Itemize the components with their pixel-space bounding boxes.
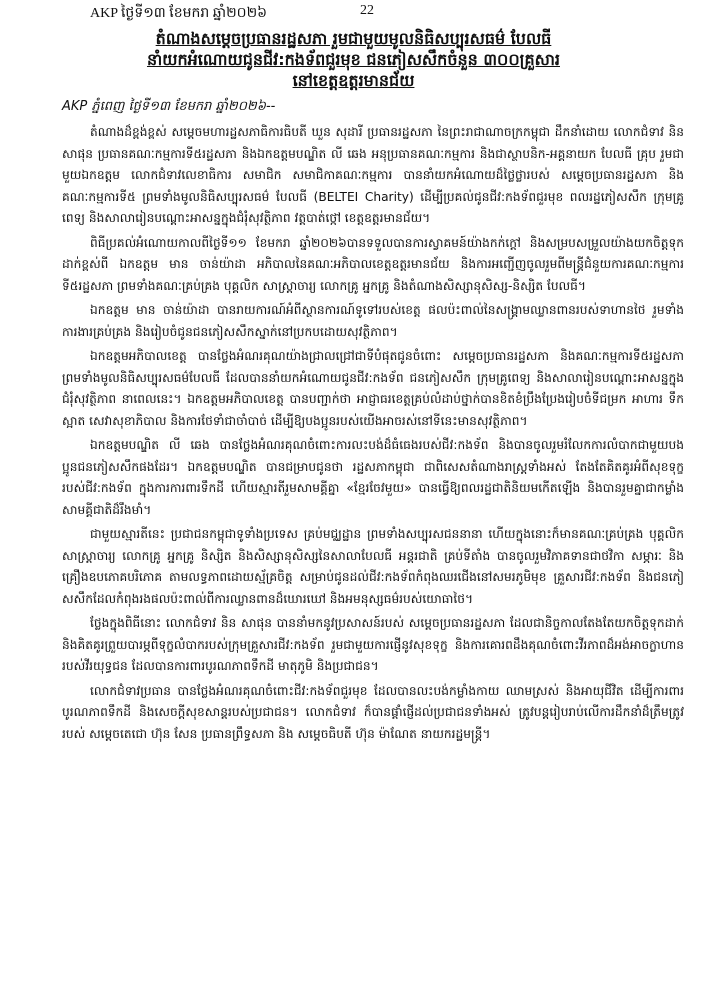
page-number: 22: [360, 3, 374, 18]
article-title: [30, 28, 677, 91]
page-header: [90, 3, 610, 23]
paragraph: ពិធីប្រគល់អំណោយកាលពីថ្ងៃទី១១ ខែមករា ឆ្នាំ២០២៦បានទទួលបានការស្វាគមន៍យ៉ាងកក់ក្តៅ និងសម្របសម្រួលយ៉ាងយកចិត្តទុកដាក់ខ្ពស់ពី ឯកឧត្តម មាន ចាន់យ៉ាដា អភិបាលនៃគណៈអភិបាលខេត្តឧត្តរមានជ័យ និងការអញ្ជើញចូលរួមពីមន្ត្រីជំនួយការគណៈកម្មការទី៥រដ្ឋសភា ព្រមទាំងគណៈគ្រប់គ្រង បុគ្គលិក សាស្ត្រាចារ្យ លោកគ្រូ អ្នកគ្រូ និងតំណាងសិស្សានុសិស្ស-និស្សិត បែលធី។: [62, 235, 684, 293]
dateline: AKP ភ្នំពេញ ថ្ងៃទី១៣ ខែមករា ឆ្នាំ២០២៦--: [62, 99, 276, 114]
paragraph: ថ្លែងក្នុងពិធីនោះ លោកជំទាវ និន សាផុន បាននាំមកនូវប្រសាសន៍របស់ សម្តេចប្រធានរដ្ឋសភា ដែលជានិច្ចកាលតែងតែយកចិត្តទុកដាក់ និងគិតគូរព្រួយបារម្ភពីទុក្ខលំបាករបស់ក្រុមគ្រួសារជីវ:កងទ័ព រួមជាមួយការផ្ញើនូវសុខទុក្ខ និងការគោរពដឹងគុណចំពោះវីរភាពដ៏អង់អាចក្លាហានរបស់វីរយុទ្ធជន ដែលបានការពារបូរណភាពទឹកដី មាតុភូមិ និងប្រជាជន។: [62, 616, 684, 673]
paragraph: លោកជំទាវប្រធាន បានថ្លែងអំណរគុណចំពោះជីវ:កងទ័ពជួរមុខ ដែលបានលះបង់កម្លាំងកាយ ឈាមស្រស់ និងអាយុជីវិត ដើម្បីការពារបូរណភាពទឹកដី និងសេចក្តីសុខសាន្តរបស់ប្រជាជន។ លោកជំទាវ ក៏បានផ្តាំផ្ញើដល់ប្រជាជនទាំងអស់ ត្រូវបន្តរៀបរាប់លើការដឹកនាំដ៏ត្រឹមត្រូវរបស់ សម្តេចតេជោ ហ៊ុន សែន ប្រធានព្រឹទ្ធសភា និង សម្តេចធិបតី ហ៊ុន ម៉ាណែត នាយករដ្ឋមន្ត្រី។: [62, 683, 684, 741]
title-line-2: នាំយកអំណោយជូនជីវ:កងទ័ពជួរមុខ ជនភៀសសឹកចំនួន ៣០០គ្រួសារ: [146, 50, 560, 69]
paragraph: ជាមួយស្មារតីនេះ ប្រជាជនកម្ពុជាទូទាំងប្រទេស គ្រប់មជ្ឈដ្ឋាន ព្រមទាំងសប្បុរសជននានា ហើយក្នុងនោះក៏មានគណៈគ្រប់គ្រង បុគ្គលិក សាស្ត្រាចារ្យ លោកគ្រូ អ្នកគ្រូ និស្សិត និងសិស្សានុសិស្សនៃសាលាបែលធី អន្តរជាតិ គ្រប់ទីតាំង បានចូលរួមវិភាគទានជាថវិកា សម្ភារៈ និងគ្រឿងឧបភោគបរិភោគ តាមលទ្ធភាពដោយស្ម័គ្រចិត្ត សម្រាប់ជូនដល់ជីវ:កងទ័ពកំពុងឈរជើងនៅសមរភូមិមុខ គ្រួសារជីវ:កងទ័ព និងជនភៀសសឹកដែលកំពុងរងផលប៉ះពាល់ពីការឈ្លានពានដ៏ឃោរឃៅ និងអមនុស្សធម៌របស់យោធាថៃ។: [62, 527, 684, 606]
article-body: [62, 122, 684, 748]
title-line-1: តំណាងសម្តេចប្រធានរដ្ឋសភា រួមជាមួយមូលនិធិសប្បុរសធម៌ បែលធី: [155, 29, 552, 48]
agency-date-header: AKP ថ្ងៃទី១៣ ខែមករា ឆ្នាំ២០២៦: [90, 6, 268, 21]
title-line-3: នៅខេត្តឧត្តរមានជ័យ: [292, 71, 415, 90]
paragraph: ឯកឧត្តម មាន ចាន់យ៉ាដា បានរាយការណ៍អំពីស្ថានការណ៍ទូទៅរបស់ខេត្ត ផលប៉ះពាល់នៃសង្គ្រាមឈ្លានពានរបស់ទាហានថៃ រួមទាំងការងារគ្រប់គ្រង និងរៀបចំជូនជនភៀសសឹកស្នាក់នៅប្រកបដោយសុវត្ថិភាព។: [62, 303, 684, 339]
paragraph: ឯកឧត្តមបណ្ឌិត លី ឆេង បានថ្លែងអំណរគុណចំពោះការលះបង់ដ៏ធំធេងរបស់ជីវ:កងទ័ព និងបានចូលរួមរំលែកការលំបាកជាមួយបងប្អូនជនភៀសសឹកផងដែរ។ ឯកឧត្តមបណ្ឌិត បានជម្រាបជូនថា រដ្ឋសភាកម្ពុជា ជាពិសេសតំណាងរាស្ត្រទាំងអស់ តែងតែគិតគូរអំពីសុខទុក្ខរបស់ជីវ:កងទ័ព ក្នុងការការពារទឹកដី ហើយស្មារតីរួមសាមគ្គីគ្នា «ខ្មែរចែវមួយ» បានធ្វើឱ្យពលរដ្ឋជាតិនិយមកើតឡើង និងបានរួមគ្នាជាកម្លាំងសាមគ្គីជាតិដ៏រឹងមាំ។: [62, 438, 684, 517]
paragraph: តំណាងដ៏ខ្ពង់ខ្ពស់ សម្តេចមហារដ្ឋសភាធិការធិបតី ឃួន សុដារី ប្រធានរដ្ឋសភា នៃព្រះរាជាណាចក្រកម្ពុជា ដឹកនាំដោយ លោកជំទាវ និន សាផុន ប្រធានគណៈកម្មការទី៥រដ្ឋសភា និងឯកឧត្តមបណ្ឌិត លី ឆេង អនុប្រធានគណៈកម្មការ និងជាស្ថាបនិក-អគ្គនាយក បែលធី គ្រុប រួមជាមួយឯកឧត្តម លោកជំទាវលេខាធិការ សមាជិក សមាជិកាគណៈកម្មការ បាននាំយកអំណោយដ៏ថ្លៃថ្លារបស់ សម្តេចប្រធានរដ្ឋសភា និងគណៈកម្មការទី៥ ព្រមទាំងមូលនិធិសប្បុរសធម៌ បែលធី (BELTEI Charity) ដើម្បីប្រគល់ជូនជីវ:កងទ័ពជួរមុខ ពលរដ្ឋភៀសសឹក ក្រុមគ្រូពេទ្យ និងសាលារៀនបណ្តោះអាសន្នក្នុងជំរុំសុវត្ថិភាព វត្តបាត់ថ្កៅ ខេត្តឧត្តរមានជ័យ។: [62, 125, 684, 225]
paragraph: ឯកឧត្តមអភិបាលខេត្ត បានថ្លែងអំណរគុណយ៉ាងជ្រាលជ្រៅជាទីបំផុតជូនចំពោះ សម្តេចប្រធានរដ្ឋសភា និងគណៈកម្មការទី៥រដ្ឋសភា ព្រមទាំងមូលនិធិសប្បុរសធម៌បែលធី ដែលបាននាំយកអំណោយជូនជីវ:កងទ័ព ជនភៀសសឹក ក្រុមគ្រូពេទ្យ និងសាលារៀនបណ្តោះអាសន្នក្នុងជំរុំសុវត្ថិភាព នាពេលនេះ។ ឯកឧត្តមអភិបាលខេត្ត បានបញ្ជាក់ថា អាជ្ញាធរខេត្តគ្រប់លំដាប់ថ្នាក់បានខិតខំប្រឹងប្រែងរៀបចំទីជម្រក អាហារ ទឹកស្អាត សេវាសុខាភិបាល និងការថែទាំជាចាំបាច់ ដើម្បីឱ្យបងប្អូនរបស់យើងអាចរស់នៅទីនេះមានសុវត្ថិភាព។: [62, 349, 684, 428]
